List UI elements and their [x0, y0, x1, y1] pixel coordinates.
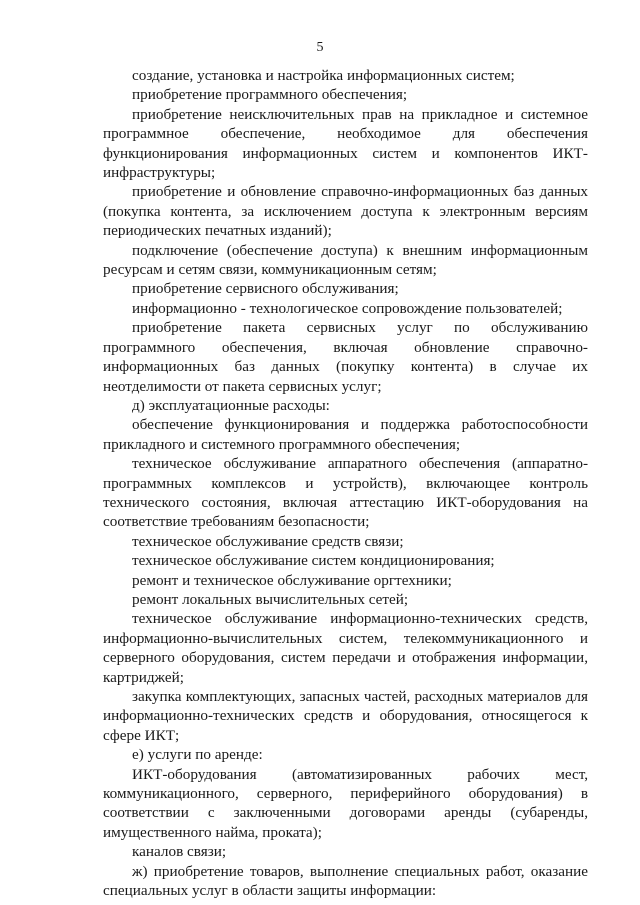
- paragraph: обеспечение функционирования и поддержка работоспособности прикладного и системного программного обеспечения;: [103, 416, 588, 453]
- paragraph: техническое обслуживание информационно-технических средств, информационно-вычислительных систем, телекоммуникационного и серверного оборудования, систем передачи и отображения информации, картриджей;: [103, 610, 588, 686]
- paragraph: приобретение программного обеспечения;: [132, 86, 408, 104]
- paragraph: техническое обслуживание систем кондиционирования;: [132, 552, 495, 570]
- paragraph: техническое обслуживание аппаратного обеспечения (аппаратно-программных комплексов и устройств), включающее контроль технического состояния, включая аттестацию ИКТ-оборудования на соответствие требованиям безопасности;: [103, 455, 588, 531]
- paragraph: ремонт локальных вычислительных сетей;: [132, 590, 409, 608]
- paragraph: закупка комплектующих, запасных частей, расходных материалов для информационно-технических средств и оборудования, относящегося к сфере ИКТ;: [103, 688, 588, 744]
- paragraph: создание, установка и настройка информационных систем;: [132, 67, 515, 84]
- document-body: [103, 66, 588, 900]
- paragraph: техническое обслуживание средств связи;: [132, 532, 404, 550]
- paragraph: подключение (обеспечение доступа) к внешним информационным ресурсам и сетям связи, коммуникационным сетям;: [103, 241, 588, 279]
- paragraph: ремонт и техническое обслуживание оргтехники;: [132, 571, 452, 589]
- paragraph: приобретение и обновление справочно-информационных баз данных (покупка контента, за исключением доступа к электронным версиям периодических печатных изданий);: [103, 183, 588, 240]
- paragraph: информационно - технологическое сопровождение пользователей;: [132, 299, 563, 317]
- section-heading-e: е) услуги по аренде:: [132, 746, 263, 764]
- section-heading-d: д) эксплуатационные расходы:: [132, 396, 330, 414]
- paragraph: приобретение неисключительных прав на прикладное и системное программное обеспечение, необходимое для обеспечения функционирования информационных систем и компонентов ИКТ-инфраструктуры;: [103, 105, 588, 182]
- paragraph: приобретение сервисного обслуживания;: [132, 280, 399, 298]
- paragraph: каналов связи;: [132, 843, 227, 861]
- paragraph: приобретение пакета сервисных услуг по обслуживанию программного обеспечения, включая обновление справочно-информационных баз данных (покупку контента) в случае их неотделимости от пакета сервисных услуг;: [103, 319, 588, 395]
- section-heading-zh: ж) приобретение товаров, выполнение специальных работ, оказание специальных услуг в области защиты информации:: [103, 862, 588, 900]
- paragraph: ИКТ-оборудования (автоматизированных рабочих мест, коммуникационного, серверного, периферийного оборудования) в соответствии с заключенными договорами аренды (субаренды, имущественного найма, проката);: [103, 765, 588, 841]
- page-number: 5: [316, 40, 324, 55]
